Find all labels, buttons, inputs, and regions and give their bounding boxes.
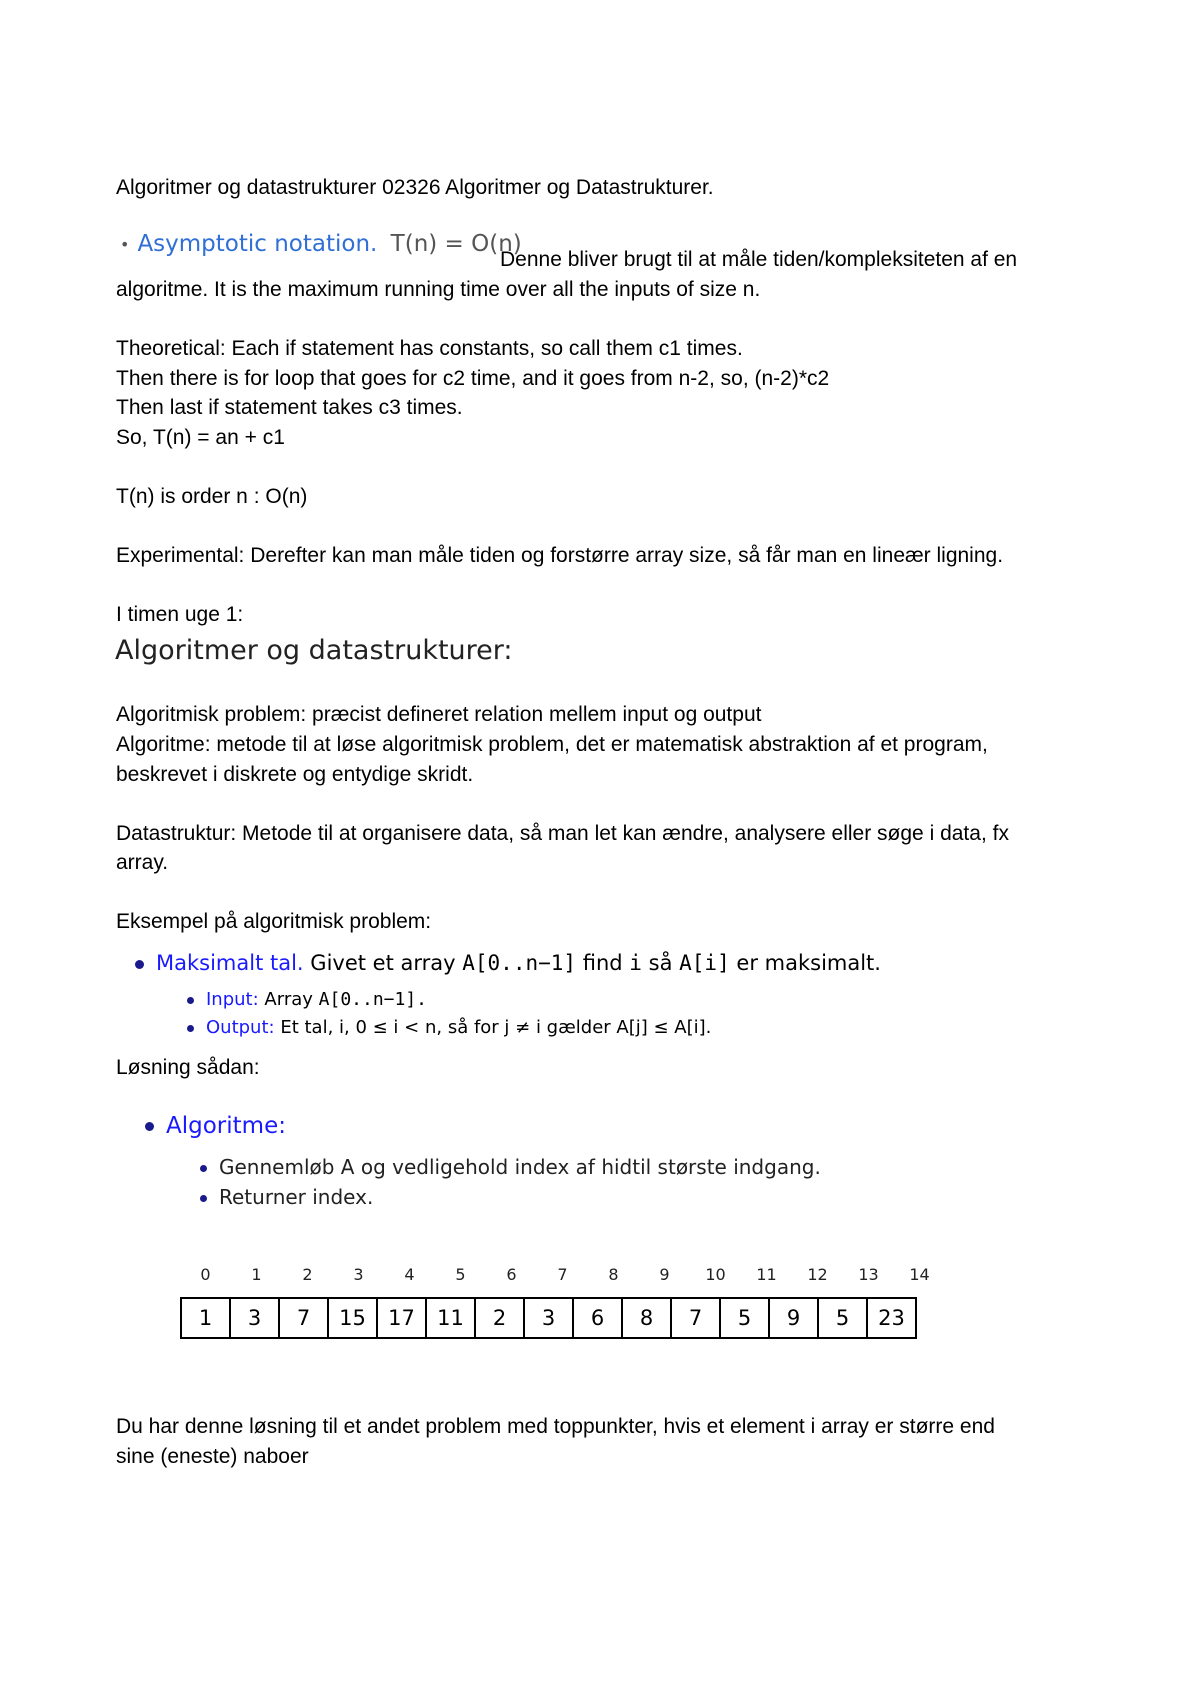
theoretical-line-1: Theoretical: Each if statement has constants, so call them c1 times. [116, 337, 743, 360]
bullet-dot-icon [187, 1025, 194, 1032]
array-index: 11 [756, 1265, 777, 1284]
input-code: A[0..n−1]. [318, 989, 428, 1010]
maksimalt-code-c: A[i] [679, 951, 730, 975]
step-1-text: Gennemløb A og vedligehold index af hidtil største indgang. [219, 1155, 821, 1179]
array-cell: 2 [475, 1298, 524, 1338]
array-cell: 15 [328, 1298, 377, 1338]
maksimalt-text-d: er maksimalt. [736, 951, 881, 975]
theoretical-line-3: Then last if statement takes c3 times. [116, 396, 463, 419]
array-index: 13 [858, 1265, 879, 1284]
output-label: Output: [206, 1017, 275, 1038]
asymptotic-label: Asymptotic notation. [137, 231, 378, 257]
final-line-1: Du har denne løsning til et andet problem med toppunkter, hvis et element i array er større end [116, 1415, 995, 1438]
array-index: 0 [200, 1265, 211, 1284]
array-cell: 7 [671, 1298, 720, 1338]
bullet-dot-icon [145, 1122, 154, 1131]
array-cell: 1 [181, 1298, 230, 1338]
asymptotic-desc-2: algoritme. It is the maximum running time over all the inputs of size n. [116, 278, 761, 301]
maksimalt-text-a: Givet et array [310, 951, 456, 975]
bullet-dot-icon [200, 1165, 207, 1172]
array-cell: 3 [524, 1298, 573, 1338]
array-cell: 8 [622, 1298, 671, 1338]
theoretical-line-4: So, T(n) = an + c1 [116, 426, 285, 449]
input-text: Array [264, 989, 313, 1010]
datastruktur-line-2: array. [116, 851, 169, 874]
array-index: 8 [608, 1265, 619, 1284]
array-cell: 6 [573, 1298, 622, 1338]
array-index: 3 [353, 1265, 364, 1284]
bullet-dot-icon [200, 1195, 207, 1202]
problem-line: Algoritmisk problem: præcist defineret relation mellem input og output [116, 703, 762, 726]
array-index-row [180, 1265, 945, 1284]
array-row [181, 1298, 916, 1338]
algoritme-label: Algoritme: [166, 1113, 286, 1139]
section-heading: Algoritmer og datastrukturer: [115, 635, 513, 666]
bullet-glyph: • [120, 235, 130, 254]
array-cell: 11 [426, 1298, 475, 1338]
final-line-2: sine (eneste) naboer [116, 1445, 309, 1468]
algoritme-bullet [145, 1113, 286, 1139]
maksimalt-text-c: så [648, 951, 673, 975]
theoretical-line-2: Then there is for loop that goes for c2 time, and it goes from n-2, so, (n-2)*c2 [116, 367, 830, 390]
maksimalt-bullet [135, 951, 881, 975]
array-index: 14 [909, 1265, 930, 1284]
algoritme-step-1 [200, 1155, 821, 1179]
step-2-text: Returner index. [219, 1185, 374, 1209]
algoritme-line-2: beskrevet i diskrete og entydige skridt. [116, 763, 474, 786]
array-index: 12 [807, 1265, 828, 1284]
title-line: Algoritmer og datastrukturer 02326 Algoritmer og Datastrukturer. [116, 176, 714, 199]
array-index: 7 [557, 1265, 568, 1284]
array-cell: 17 [377, 1298, 426, 1338]
eksempel-line: Eksempel på algoritmisk problem: [116, 910, 432, 933]
array-index: 4 [404, 1265, 415, 1284]
asymptotic-formula: T(n) = O(n) [390, 231, 522, 257]
array-cell: 7 [279, 1298, 328, 1338]
maksimalt-text-b: find [582, 951, 623, 975]
array-cell: 23 [867, 1298, 916, 1338]
output-bullet [187, 1017, 711, 1038]
algoritme-step-2 [200, 1185, 373, 1209]
array-index: 1 [251, 1265, 262, 1284]
maksimalt-code-a: A[0..n−1] [462, 951, 577, 975]
array-index: 6 [506, 1265, 517, 1284]
order-line: T(n) is order n : O(n) [116, 485, 308, 508]
bullet-dot-icon [135, 960, 144, 969]
bullet-dot-icon [187, 997, 194, 1004]
input-bullet [187, 989, 427, 1010]
array-cell: 3 [230, 1298, 279, 1338]
array-index: 5 [455, 1265, 466, 1284]
output-text: Et tal, i, 0 ≤ i < n, så for j ≠ i gælder A[j] ≤ A[i]. [280, 1017, 712, 1038]
array-cell: 5 [818, 1298, 867, 1338]
array-index: 9 [659, 1265, 670, 1284]
array-index: 2 [302, 1265, 313, 1284]
maksimalt-label: Maksimalt tal. [156, 951, 304, 975]
maksimalt-code-b: i [629, 951, 642, 975]
timen-line: I timen uge 1: [116, 603, 244, 626]
asymptotic-image [120, 231, 522, 257]
array-cell: 9 [769, 1298, 818, 1338]
experimental-line: Experimental: Derefter kan man måle tiden og forstørre array size, så får man en lineær ligning. [116, 544, 1004, 567]
array-table [180, 1297, 917, 1339]
algoritme-line-1: Algoritme: metode til at løse algoritmisk problem, det er matematisk abstraktion af et program, [116, 733, 988, 756]
input-label: Input: [206, 989, 259, 1010]
asymptotic-desc-1: Denne bliver brugt til at måle tiden/kompleksiteten af en [500, 248, 1018, 271]
datastruktur-line-1: Datastruktur: Metode til at organisere data, så man let kan ændre, analysere eller søge i data, fx [116, 822, 1009, 845]
losning-line: Løsning sådan: [116, 1056, 260, 1079]
array-cell: 5 [720, 1298, 769, 1338]
array-index: 10 [705, 1265, 726, 1284]
